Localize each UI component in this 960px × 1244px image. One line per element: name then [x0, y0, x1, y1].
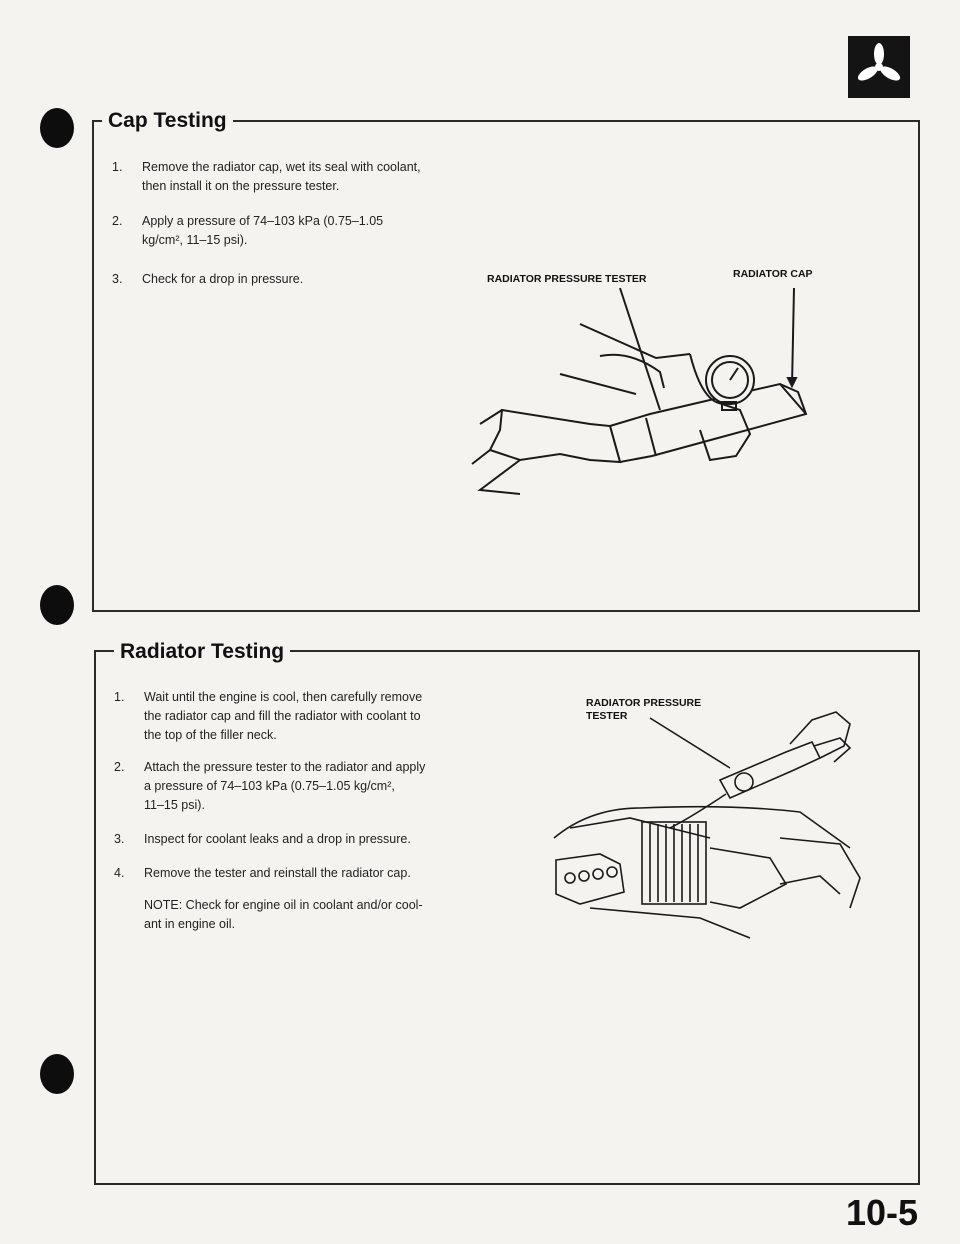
step-text-line: a pressure of 74–103 kPa (0.75–1.05 kg/cm², [144, 779, 395, 793]
step-number: 1. [112, 160, 123, 174]
binder-hole-1 [40, 108, 74, 148]
binder-hole-3 [40, 1054, 74, 1094]
callout-line: RADIATOR PRESSURE [586, 697, 702, 709]
step-number: 2. [114, 760, 125, 774]
cap-tester-illustration [460, 284, 860, 524]
step-number: 3. [114, 832, 125, 846]
step-text-line: 11–15 psi). [144, 798, 205, 812]
step-number: 1. [114, 690, 125, 704]
callout-radiator-pressure-tester: RADIATOR PRESSURE TESTER [487, 273, 647, 285]
step-text-line: the top of the filler neck. [144, 728, 277, 742]
callout-line: TESTER [586, 710, 628, 722]
radiator-testing-title: Radiator Testing [114, 640, 290, 664]
radiator-tester-illustration [550, 708, 880, 944]
page-number: 10-5 [846, 1192, 919, 1233]
step-text-line: Attach the pressure tester to the radiator and apply [144, 760, 426, 774]
step-text-line: Remove the tester and reinstall the radiator cap. [144, 866, 411, 880]
step-text-line: the radiator cap and fill the radiator with coolant to [144, 709, 421, 723]
step-text-line: Remove the radiator cap, wet its seal with coolant, [142, 160, 421, 174]
note-text-line: ant in engine oil. [144, 917, 236, 931]
step-text-line: Inspect for coolant leaks and a drop in pressure. [144, 832, 411, 846]
fan-logo-icon [848, 36, 910, 98]
step-number: 3. [112, 272, 123, 286]
callout-radiator-cap: RADIATOR CAP [733, 268, 813, 280]
step-number: 4. [114, 866, 125, 880]
binder-hole-2 [40, 585, 74, 625]
note-text-line: NOTE: Check for engine oil in coolant and/or cool- [144, 898, 423, 912]
step-text-line: Apply a pressure of 74–103 kPa (0.75–1.05 [142, 214, 384, 228]
cap-testing-title: Cap Testing [102, 109, 233, 133]
step-text-line: Check for a drop in pressure. [142, 272, 304, 286]
step-number: 2. [112, 214, 123, 228]
step-text-line: Wait until the engine is cool, then carefully remove [144, 690, 423, 704]
step-text-line: kg/cm², 11–15 psi). [142, 233, 248, 247]
step-text-line: then install it on the pressure tester. [142, 179, 340, 193]
